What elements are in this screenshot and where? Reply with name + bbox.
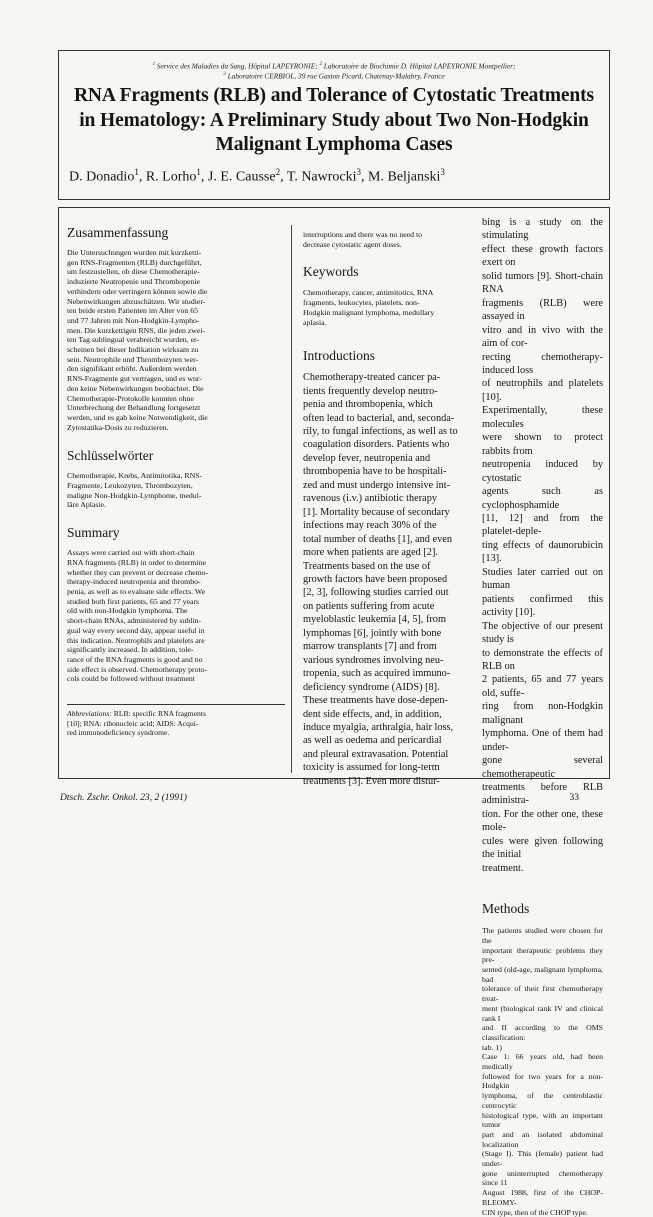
author-affiliation-mark: 1 [134, 167, 139, 177]
abstract-column [67, 225, 292, 773]
author-name: M. Beljanski [368, 169, 441, 185]
author-affiliation-mark: 2 [275, 167, 281, 177]
author-separator: , [280, 169, 287, 185]
affiliation-text-1: Service des Maladies du Sang, Hôpital LAPEYRONIE; [155, 61, 320, 71]
introductions-continued-text: bing is a study on the stimulating effect these growth factors exert on solid tumors [9]. Short-chain RNA fragments (RLB) were assayed in vitro and in vivo with the aim of cor- recting chemotherapy-induced loss of neutrophils and platelets [10]. Experimentally, these molecules were shown to protect rabbits from neutropenia induced by cytostatic agents such as cyclophosphamide [11, 12] and from the platelet-deple- ting effects of daunorubicin [13]. Studies later carried out on human patients confirmed this activity [10]. The objective of our present study is to demonstrate the effects of RLB on 2 patients, 65 and 77 years old, suffe- ring from non-Hodgkin malignant lymphoma. One of them had under- gone several chemotherapeutic treatments before RLB administra- tion. For the other one, these mole- cules were given following the initial treatment. [482, 217, 603, 874]
summary-heading: Summary [67, 525, 120, 541]
affiliation-sup-1: 1 [152, 62, 156, 67]
author-name: D. Donadio [69, 169, 135, 185]
abbreviations-label: Abbreviations: [67, 709, 112, 719]
keywords-text: Chemotherapy, cancer, antimitotics, RNA fragments, leukocytes, platelets, non- Hodgkin malignant lymphoma, medullary aplasia. [303, 288, 435, 327]
affiliation-text-3: Laboratoire CERBIOL, 39 rue Gaston Picard, Chatenay-Malabry, France [225, 71, 445, 81]
affiliation-line-2 [59, 70, 609, 81]
right-column [482, 216, 603, 1217]
middle-column [303, 230, 473, 788]
methods-text: The patients studied were chosen for the important therapeutic problems they pre- sented (old-age, malignant lymphoma, bad tolerance of their first chemotherapy treat- ment (biological rank IV and clinical rank I and II according to the OMS classification: tab. 1) Case 1: 66 years old, had been medically followed for two years for a non-Hodgkin lymphoma, of the centroblastic centrocytic histological type, with an important tumor part and an isolated abdominal localization (Stage I). This (female) patient had under- gone uninterrupted chemotherapy since 11 August 1988, first of the CHOP-BLEOMY- CIN type, then of the CHOP type. [482, 926, 603, 1217]
affiliation-text-2: Laboratoire de Biochimie D. Hôpital LAPEYRONIE Montpellier; [321, 61, 516, 71]
author-list [69, 163, 445, 187]
author-affiliation-mark: 3 [356, 167, 362, 177]
article-header [58, 50, 610, 200]
zusammenfassung-text: Die Untersuchungen wurden mit kurzketti- gen RNS-Fragmenten (RLB) durchgeführt, um festzustellen, ob diese Chemotherapie- induzierte Neutropenie und Thrombopenie verhindern oder verringern können sowie die Nebenwirkungen abzuschätzen. Wir studier- ten beide ersten Patienten im Alter von 65 und 77 Jahren mit Non-Hodgkin-Lympho- men. Die kurzkettigen RNS, die jeden zwei- ten Tag sublingual verabreicht wurden, er- scheinen bei dieser Indikation wirksam zu sein. Neutrophile und Thrombozyten wer- den signifikant erhöht. Außerdem werden RNS-Fragmente gut vertragen, und es wur- den keine Nebenwirkungen beobachtet. Die Chemotherapie-Protokolle konnten ohne Unterbrechung der Behandlung fortgesetzt werden, und es gab keine Notwendigkeit, die Zytostatika-Dosis zu reduzieren. [67, 248, 208, 432]
author-separator: , [138, 169, 146, 185]
introductions-heading: Introductions [303, 348, 375, 364]
author-affiliation-mark: 3 [440, 167, 445, 177]
affiliation-sup-3: 3 [223, 72, 226, 77]
abbreviations-text: RLB: specific RNA fragments [10]; RNA: ribonucleic acid; AIDS: Acqui- red immunodeficiency syndrome. [67, 709, 206, 738]
summary-text: Assays were carried out with short-chain RNA fragments (RLB) in order to determine whether they can prevent or decrease chemo- therapy-induced neutropenia and thrombo- penia, as well as to evaluate side effects. We studied both first patients, 65 and 77 years old with non-Hodgkin lymphoma. The short-chain RNAs, administered by sublin- gual way every second day, appear useful in this indication. Neutrophils and platelets are significantly increased. In addition, tole- rance of the RNA fragments is good and no side effect is observed. Chemotherapy proto- cols could be followed without treatment [67, 548, 209, 684]
schluesselwoerter-heading: Schlüsselwörter [67, 448, 154, 464]
schluesselwoerter-text: Chemotherapie, Krebs, Antimitotika, RNS- Fragmente, Leukozyten, Thrombozyten, maligne Non-Hodgkin-Lymphome, medul- läre Aplasie. [67, 471, 203, 510]
methods-heading: Methods [482, 901, 530, 917]
author-name: T. Nawrocki [286, 169, 357, 185]
introductions-text: Chemotherapy-treated cancer pa- tients frequently develop neutro- penia and thrombopenia, which often lead to bacterial, and, seconda- rily, to fungal infections, as well as to coagulation disorders. Patients who develop fever, neutropenia and thrombopenia have to be hospitali- zed and must undergo intensive int- ravenous (i.v.) antibiotic therapy [1]. Mortality because of secondary infections may reach 30% of the total number of deaths [1], and even more when patients are aged [2]. Treatments based on the use of growth factors have been proposed [2, 3], following studies carried out on patients suffering from acute myeloblastic leukemia [4, 5], from lymphomas [6], jointly with bone marrow transplants [7] and from various syndromes involving neu- tropenia, such as acquired immuno- deficiency syndrome (AIDS) [8]. These treatments have dose-depen- dent side effects, and, in addition, induce myalgia, arthralgia, hair loss, as well as oedema and pericardial and pleural extravasation. Potential toxicity is assumed for long-term treatments [3]. Even more distur- [303, 372, 458, 787]
author-separator: , [361, 169, 369, 185]
journal-citation: Dtsch. Zschr. Onkol. 23, 2 (1991) [60, 793, 187, 803]
author-separator: , [200, 169, 208, 185]
author-name: R. Lorho [145, 169, 197, 185]
author-affiliation-mark: 1 [196, 167, 201, 177]
affiliation-sup-2: 2 [319, 62, 322, 67]
zusammenfassung-heading: Zusammenfassung [67, 225, 169, 240]
keywords-heading: Keywords [303, 264, 359, 280]
page-number: 33 [569, 793, 579, 803]
article-title: RNA Fragments (RLB) and Tolerance of Cytostatic Treatments in Hematology: A Preliminary Study about Two Non-Hodgkin Malignant Lymphoma Cases [73, 85, 595, 155]
author-name: J. E. Causse [207, 169, 276, 185]
abbreviations-footnote [67, 704, 285, 738]
summary-continued-text: interruptions and there was no need to decrease cytostatic agent doses. [303, 230, 423, 249]
